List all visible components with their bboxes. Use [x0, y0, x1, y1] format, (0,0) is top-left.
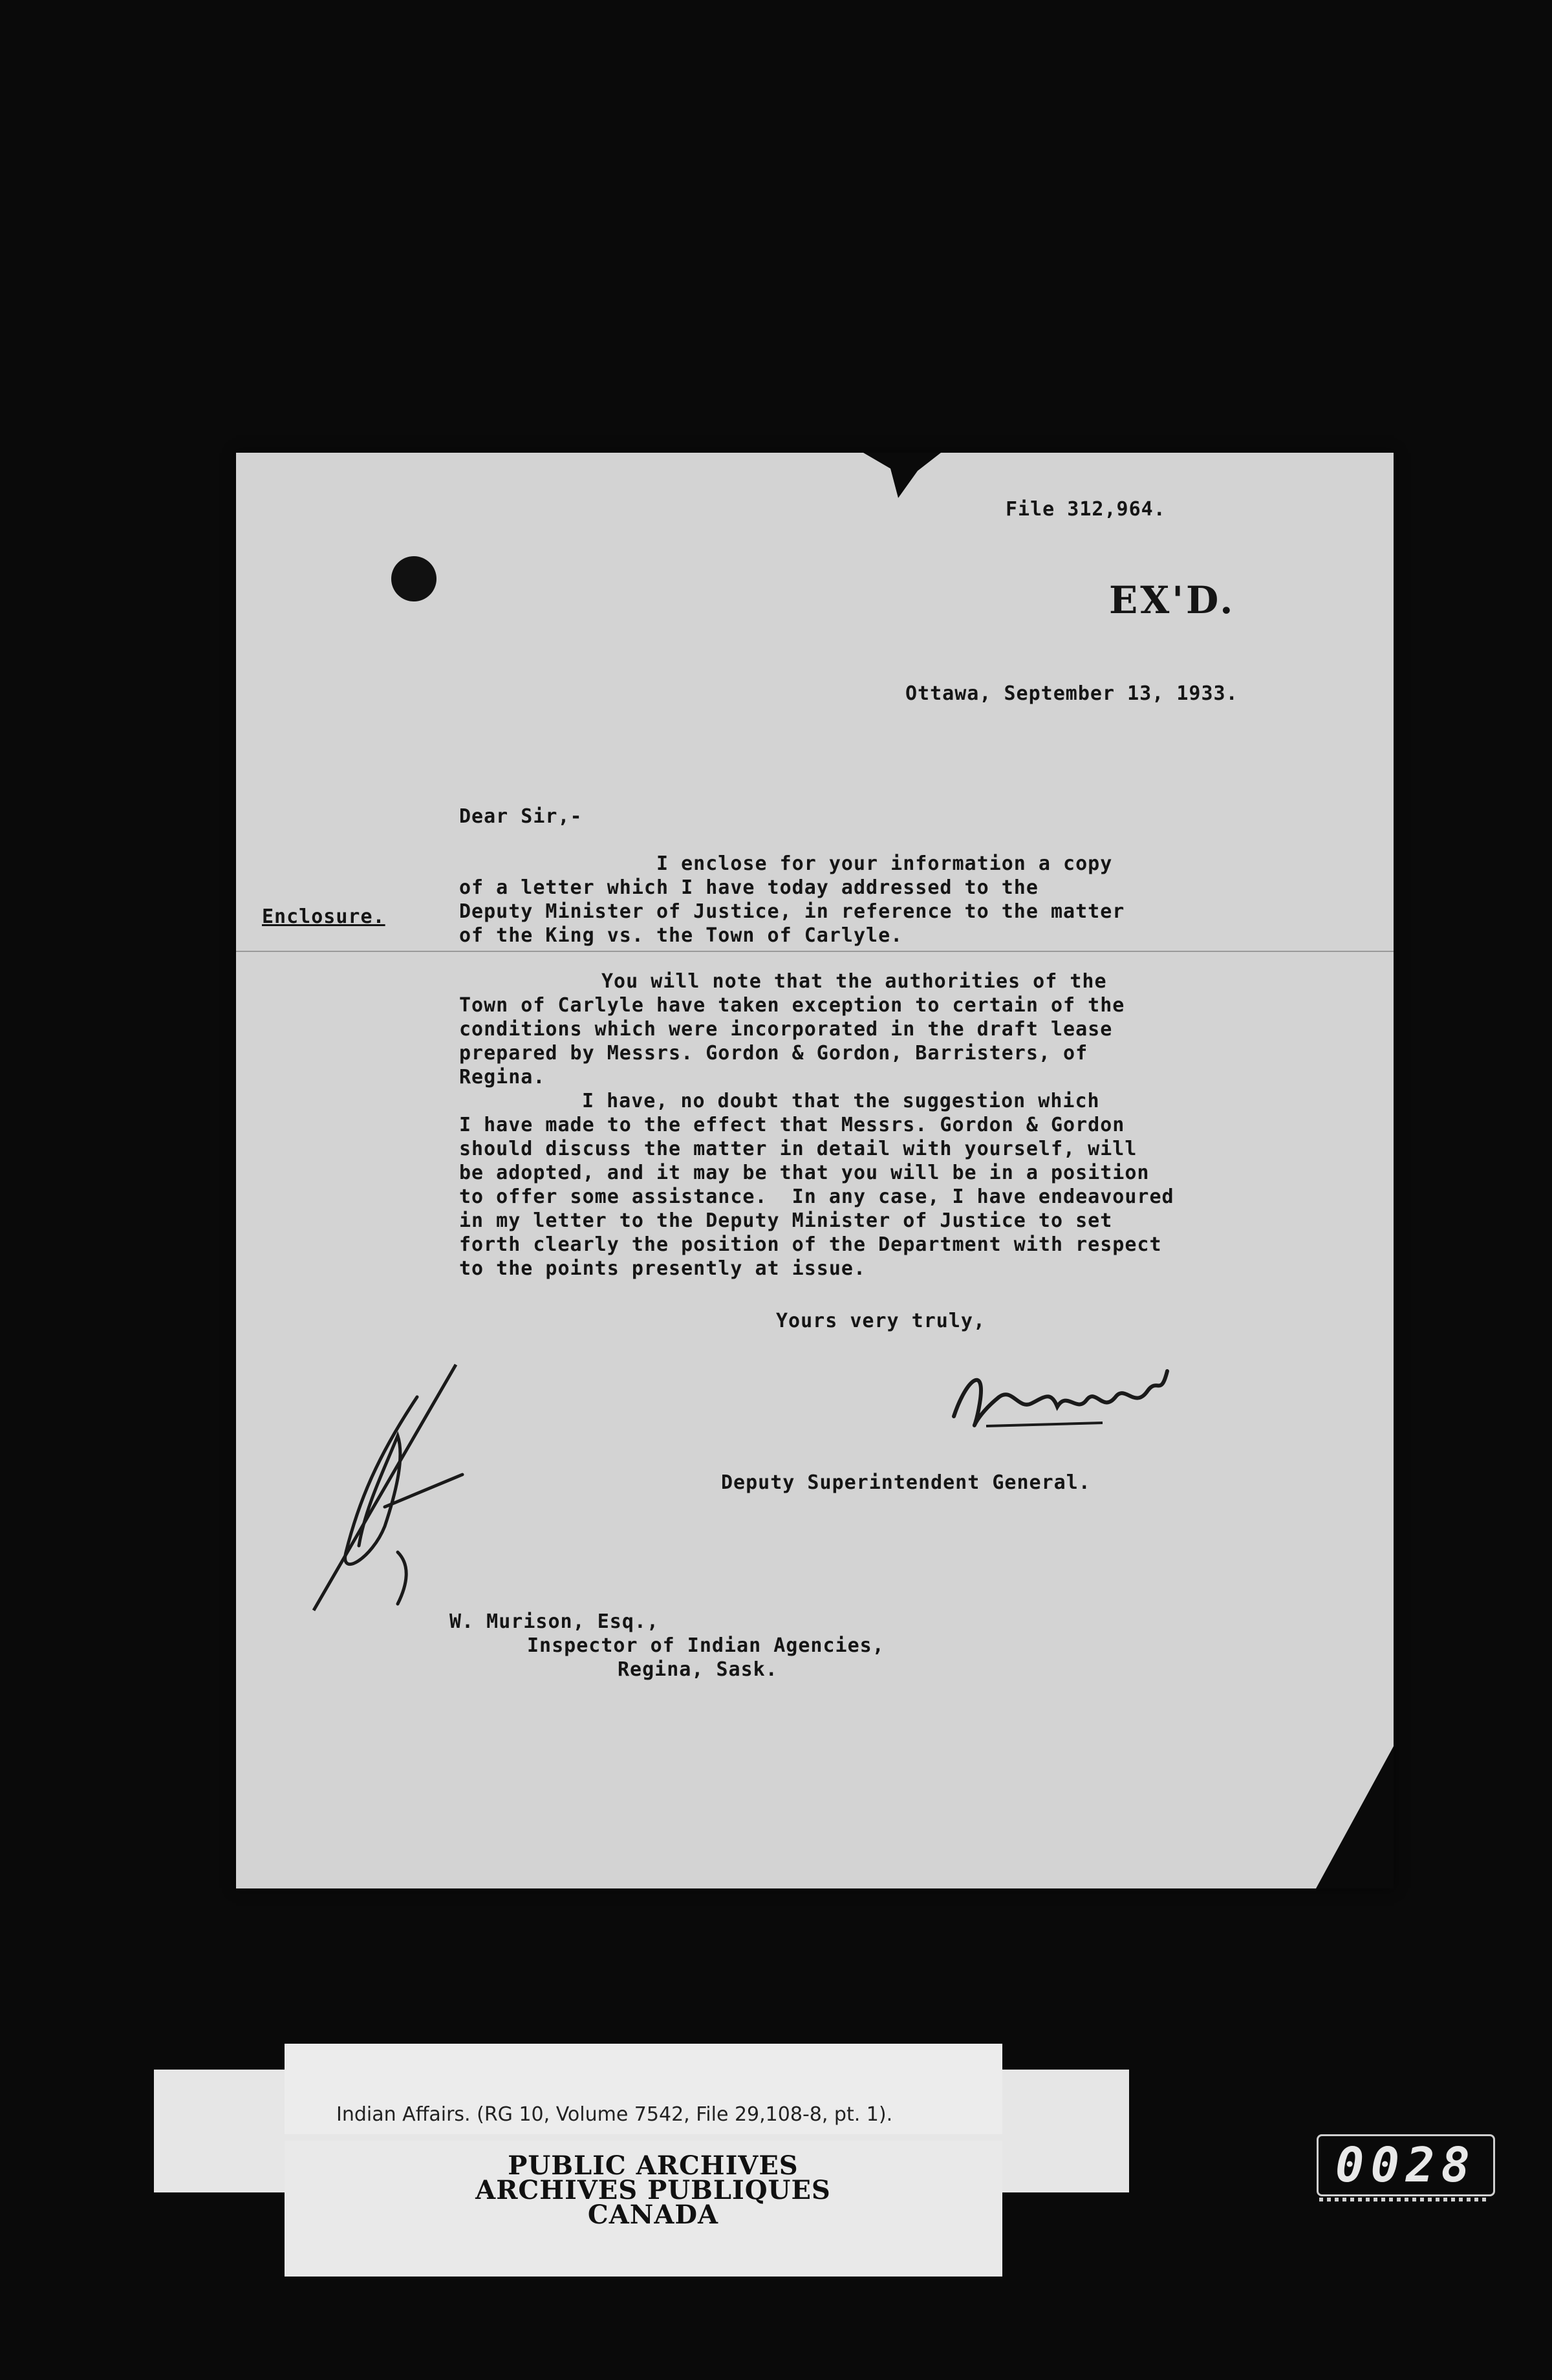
- para3-line-3: should discuss the matter in detail with yourself, will: [459, 1138, 1137, 1160]
- examined-stamp: EX'D.: [1109, 578, 1236, 622]
- file-number: File 312,964.: [1006, 498, 1166, 521]
- frame-number: 0028: [1317, 2134, 1495, 2196]
- fold-line: [236, 951, 1394, 952]
- salutation: Dear Sir,-: [459, 805, 583, 828]
- archive-country: CANADA: [587, 2200, 719, 2230]
- para2-line-2: Town of Carlyle have taken exception to certain of the: [459, 994, 1125, 1017]
- frame-ticks: [1319, 2198, 1487, 2202]
- para3-line-1: I have, no doubt that the suggestion which: [582, 1090, 1100, 1112]
- para3-line-7: forth clearly the position of the Department with respect: [459, 1233, 1162, 1256]
- para3-line-4: be adopted, and it may be that you will be in a position: [459, 1162, 1150, 1184]
- para3-line-8: to the points presently at issue.: [459, 1257, 867, 1280]
- archive-reference: Indian Affairs. (RG 10, Volume 7542, File 29,108-8, pt. 1).: [336, 2103, 893, 2126]
- letter-page: [236, 453, 1394, 1888]
- signatory-title: Deputy Superintendent General.: [721, 1471, 1091, 1494]
- enclosure-note: Enclosure.: [262, 905, 385, 928]
- para3-line-5: to offer some assistance. In any case, I have endeavoured: [459, 1185, 1174, 1208]
- para1-line-3: Deputy Minister of Justice, in reference to the matter: [459, 900, 1125, 923]
- letter-date: Ottawa, September 13, 1933.: [905, 682, 1238, 705]
- para2-line-1: You will note that the authorities of the: [601, 970, 1107, 993]
- page-tear: [863, 453, 941, 498]
- archive-name-en: PUBLIC ARCHIVES: [508, 2150, 799, 2181]
- para1-line-1: I enclose for your information a copy: [656, 852, 1113, 875]
- para3-line-6: in my letter to the Deputy Minister of Justice to set: [459, 1209, 1113, 1232]
- closing: Yours very truly,: [776, 1310, 986, 1332]
- para3-line-2: I have made to the effect that Messrs. Gordon & Gordon: [459, 1114, 1125, 1136]
- para1-line-4: of the King vs. the Town of Carlyle.: [459, 924, 903, 947]
- initials-scrawl: [301, 1358, 469, 1617]
- handwritten-signature: [941, 1352, 1187, 1436]
- para2-line-4: prepared by Messrs. Gordon & Gordon, Barristers, of: [459, 1042, 1088, 1065]
- addressee-line-3: Regina, Sask.: [618, 1658, 778, 1681]
- para2-line-5: Regina.: [459, 1066, 546, 1088]
- addressee-line-2: Inspector of Indian Agencies,: [527, 1634, 885, 1657]
- para1-line-2: of a letter which I have today addressed to the: [459, 876, 1039, 899]
- addressee-line-1: W. Murison, Esq.,: [449, 1610, 660, 1633]
- punch-hole: [391, 556, 436, 601]
- para2-line-3: conditions which were incorporated in the draft lease: [459, 1018, 1113, 1041]
- torn-corner: [1316, 1746, 1394, 1888]
- archive-name-fr: ARCHIVES PUBLIQUES: [475, 2175, 831, 2205]
